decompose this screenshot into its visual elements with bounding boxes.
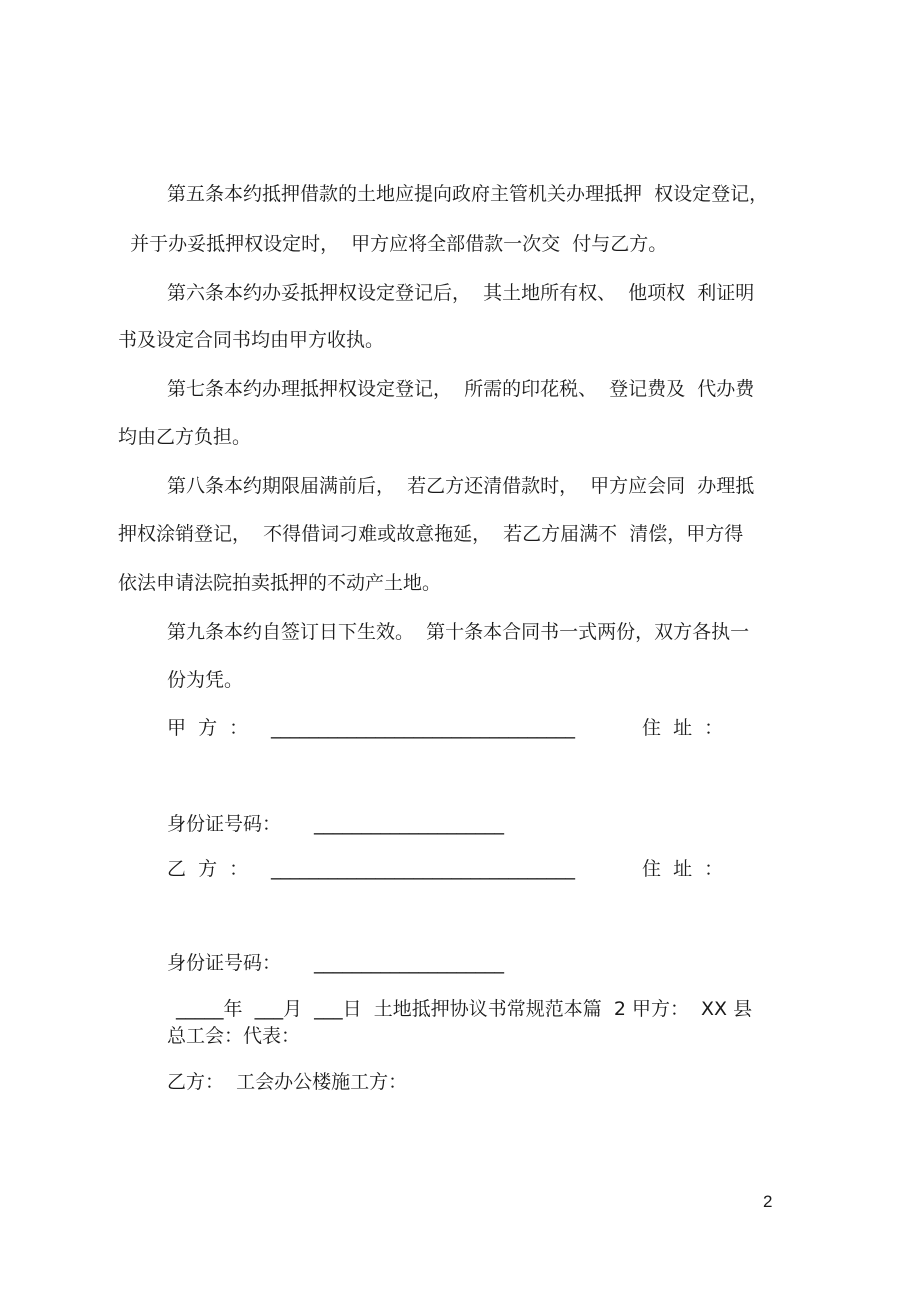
paragraph-line: 第五条本约抵押借款的土地应提向政府主管机关办理抵押 权设定登记， [167, 183, 769, 205]
paragraph-line: 依法申请法院拍卖抵押的不动产土地。 [118, 572, 442, 594]
id-number-blank-a: ____________________ [314, 813, 504, 835]
paragraph-line: 份为凭。 [167, 669, 244, 691]
party-a-address-label: 住 址 ： [642, 717, 724, 739]
id-number-blank-b: ____________________ [314, 952, 504, 974]
date-line: _____年 ___月 ___日 土地抵押协议书常规范本篇 2 甲方： XX 县 [176, 998, 753, 1020]
page-number: 2 [763, 1192, 773, 1211]
paragraph-line: 第九条本约自签订日下生效。 第十条本合同书一式两份，双方各执一 [167, 621, 750, 643]
paragraph-line: 押权涂销登记， 不得借词刁难或故意拖延， 若乙方届满不 清偿，甲方得 [118, 523, 744, 545]
party-b-label: 乙 方 ： [167, 858, 249, 880]
paragraph-line: 第六条本约办妥抵押权设定登记后， 其土地所有权、 他项权 利证明 [167, 282, 755, 304]
party-b-address-label: 住 址 ： [642, 858, 724, 880]
union-line: 总工会：代表： [167, 1025, 301, 1047]
paragraph-line: 均由乙方负担。 [118, 426, 252, 448]
party-a-blank: ________________________________ [271, 717, 575, 739]
id-number-label-a: 身份证号码： [167, 813, 282, 835]
paragraph-line: 书及设定合同书均由甲方收执。 [118, 329, 385, 351]
paragraph-line: 第七条本约办理抵押权设定登记， 所需的印花税、 登记费及 代办费 [167, 378, 755, 400]
paragraph-line: 第八条本约期限届满前后， 若乙方还清借款时， 甲方应会同 办理抵 [167, 475, 755, 497]
id-number-label-b: 身份证号码： [167, 952, 282, 974]
party-a-label: 甲 方 ： [167, 717, 249, 739]
party-b2-line: 乙方： 工会办公楼施工方： [167, 1071, 408, 1093]
paragraph-line: 并于办妥抵押权设定时， 甲方应将全部借款一次交 付与乙方。 [118, 233, 668, 255]
party-b-blank: ________________________________ [271, 858, 575, 880]
